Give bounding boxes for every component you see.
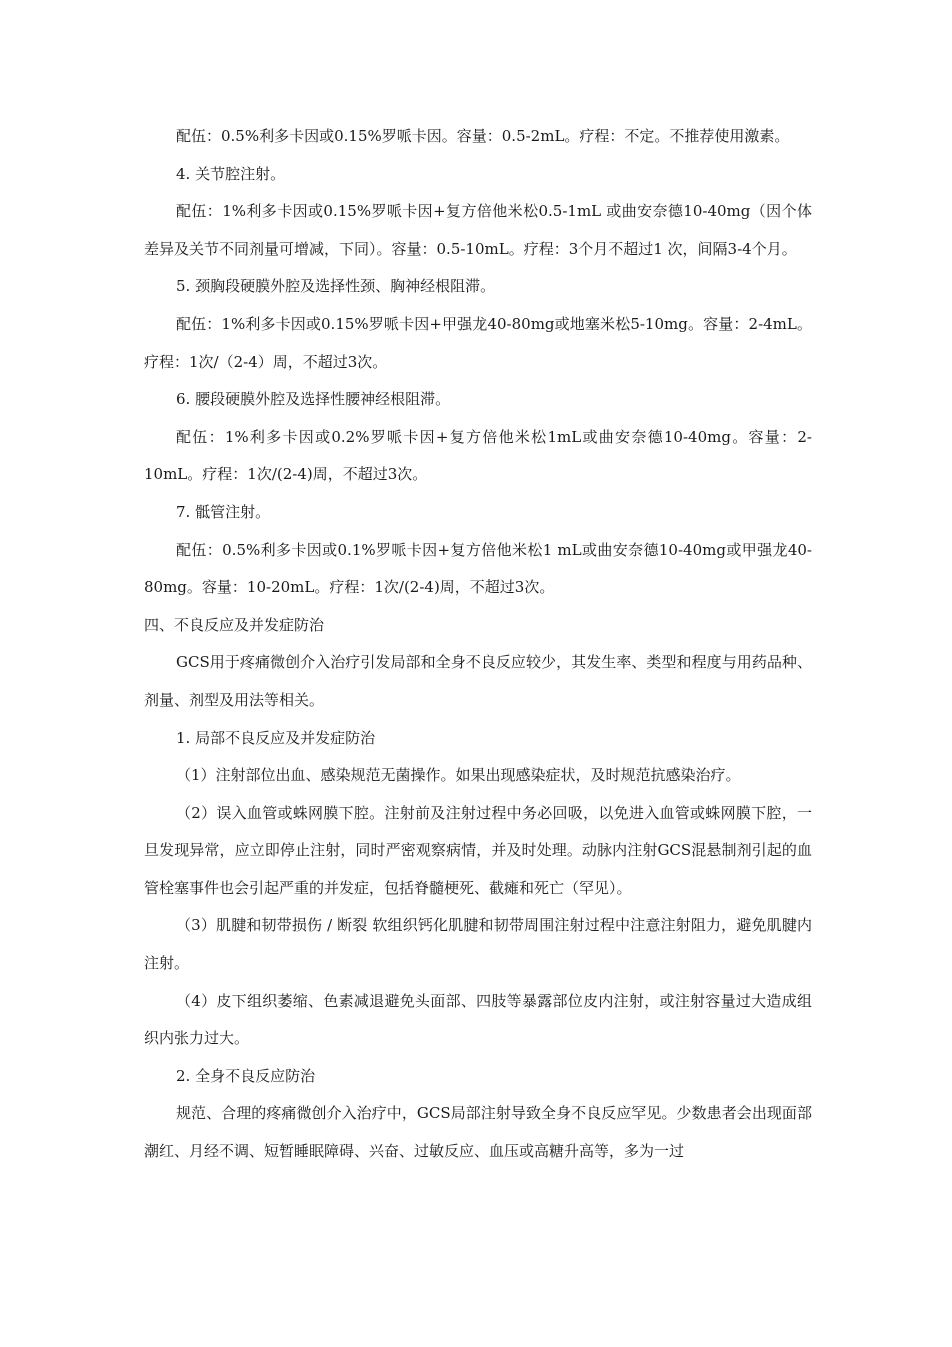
section-heading-adverse-reactions: 四、不良反应及并发症防治 bbox=[144, 615, 325, 634]
paragraph-local-item-1: （1）注射部位出血、感染规范无菌操作。如果出现感染症状，及时规范抗感染治疗。 bbox=[176, 766, 741, 785]
heading-joint-cavity-injection: 4. 关节腔注射。 bbox=[176, 164, 286, 183]
heading-cervicothoracic-epidural: 5. 颈胸段硬膜外腔及选择性颈、胸神经根阻滞。 bbox=[176, 277, 496, 296]
heading-sacral-canal-injection: 7. 骶管注射。 bbox=[176, 502, 271, 521]
paragraph-lumbar-formula: 配伍：1%利多卡因或0.2%罗哌卡因+复方倍他米松1mL或曲安奈德10-40mg。容量：2-10mL。疗程：1次/(2-4)周，不超过3次。 bbox=[144, 427, 812, 484]
paragraph-local-item-3: （3）肌腱和韧带损伤 / 断裂 软组织钙化肌腱和韧带周围注射过程中注意注射阻力，避免肌腱内注射。 bbox=[144, 916, 812, 973]
document-body bbox=[144, 118, 812, 1171]
heading-local-adverse-reactions: 1. 局部不良反应及并发症防治 bbox=[176, 728, 376, 747]
paragraph-systemic-overview: 规范、合理的疼痛微创介入治疗中，GCS局部注射导致全身不良反应罕见。少数患者会出现面部潮红、月经不调、短暂睡眠障碍、兴奋、过敏反应、血压或高糖升高等，多为一过 bbox=[144, 1104, 812, 1161]
paragraph-joint-cavity-formula: 配伍：1%利多卡因或0.15%罗哌卡因+复方倍他米松0.5-1mL 或曲安奈德10-40mg（因个体差异及关节不同剂量可增减，下同）。容量：0.5-10mL。疗程：3个月不超过1 次，间隔3-4个月。 bbox=[144, 202, 812, 258]
paragraph-sacral-formula: 配伍：0.5%利多卡因或0.1%罗哌卡因+复方倍他米松1 mL或曲安奈德10-40mg或甲强龙40-80mg。容量：10-20mL。疗程：1次/(2-4)周，不超过3次。 bbox=[144, 540, 812, 597]
heading-systemic-adverse-reactions: 2. 全身不良反应防治 bbox=[176, 1066, 316, 1085]
paragraph-cervicothoracic-formula: 配伍：1%利多卡因或0.15%罗哌卡因+甲强龙40-80mg或地塞米松5-10mg。容量：2-4mL。疗程：1次/（2-4）周，不超过3次。 bbox=[144, 314, 812, 371]
heading-lumbar-epidural: 6. 腰段硬膜外腔及选择性腰神经根阻滞。 bbox=[176, 390, 451, 409]
paragraph-dosage-formula: 配伍：0.5%利多卡因或0.15%罗哌卡因。容量：0.5-2mL。疗程：不定。不推荐使用激素。 bbox=[176, 127, 790, 145]
paragraph-local-item-2: （2）误入血管或蛛网膜下腔。注射前及注射过程中务必回吸，以免进入血管或蛛网膜下腔，一旦发现异常，应立即停止注射，同时严密观察病情，并及时处理。动脉内注射GCS混悬制剂引起的血管栓塞事件也会引起严重的并发症，包括脊髓梗死、截瘫和死亡（罕见）。 bbox=[144, 803, 812, 897]
paragraph-local-item-4: （4）皮下组织萎缩、色素减退避免头面部、四肢等暴露部位皮内注射，或注射容量过大造成组织内张力过大。 bbox=[144, 991, 812, 1048]
paragraph-gcs-overview: GCS用于疼痛微创介入治疗引发局部和全身不良反应较少，其发生率、类型和程度与用药品种、剂量、剂型及用法等相关。 bbox=[144, 653, 812, 709]
